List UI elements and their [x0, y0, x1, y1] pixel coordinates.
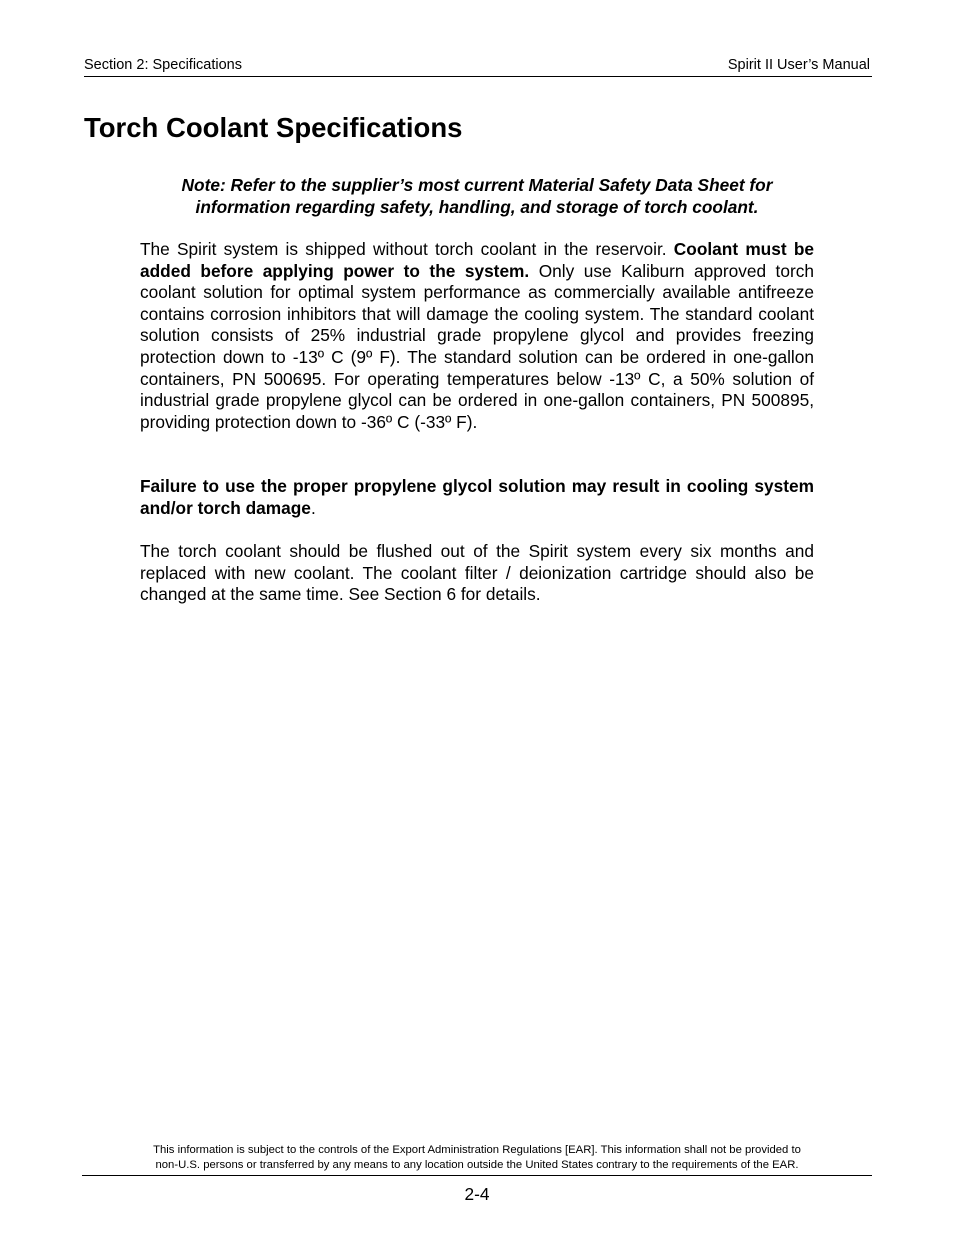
note-line-1: Note: Refer to the supplier’s most current Material Safety Data Sheet for	[181, 175, 773, 195]
page-title: Torch Coolant Specifications	[84, 112, 463, 143]
paragraph2-warning: Failure to use the proper propylene glycol solution may result in cooling system and/or torch damage	[140, 476, 814, 518]
export-notice	[84, 1143, 870, 1173]
paragraph1-lead: The Spirit system is shipped without torch coolant in the reservoir.	[140, 239, 674, 259]
coolant-intro-paragraph	[140, 239, 814, 433]
page-header	[84, 56, 872, 77]
paragraph1-warning: Coolant must be added before applying power to the system.	[140, 239, 814, 281]
note-line-2: information regarding safety, handling, and storage of torch coolant.	[195, 196, 759, 217]
maintenance-paragraph: The torch coolant should be flushed out of the Spirit system every six months and replaced with new coolant. The coolant filter / deionization cartridge should also be changed at the same time. See Section 6 for details.	[140, 541, 814, 605]
export-notice-line-1: This information is subject to the controls of the Export Administration Regulations [EAR]. This information shall not be provided to	[153, 1144, 801, 1156]
header-section-label: Section 2: Specifications	[84, 57, 242, 73]
header-manual-title: Spirit II User’s Manual	[727, 57, 870, 73]
footer-divider	[82, 1175, 872, 1176]
export-notice-line-2: non-U.S. persons or transferred by any means to any location outside the United States contrary to the requirements of the EAR.	[155, 1159, 799, 1171]
paragraph1-rest: Only use Kaliburn approved torch coolant solution for optimal system performance as commercially available antifreeze contains corrosion inhibitors that will damage the cooling system. The standard coolant solution consists of 25% industrial grade propylene glycol and provides freezing protection down to -13º C (9º F). The standard solution can be ordered in one-gallon containers, PN 500695. For operating temperatures below -13º C, a 50% solution of industrial grade propylene glycol can be ordered in one-gallon containers, PN 500895, providing protection down to -36º C (-33º F).	[140, 260, 814, 432]
page-number: 2-4	[464, 1184, 490, 1204]
damage-warning-paragraph	[140, 476, 814, 519]
safety-note	[140, 175, 814, 218]
paragraph2-end: .	[310, 497, 316, 518]
